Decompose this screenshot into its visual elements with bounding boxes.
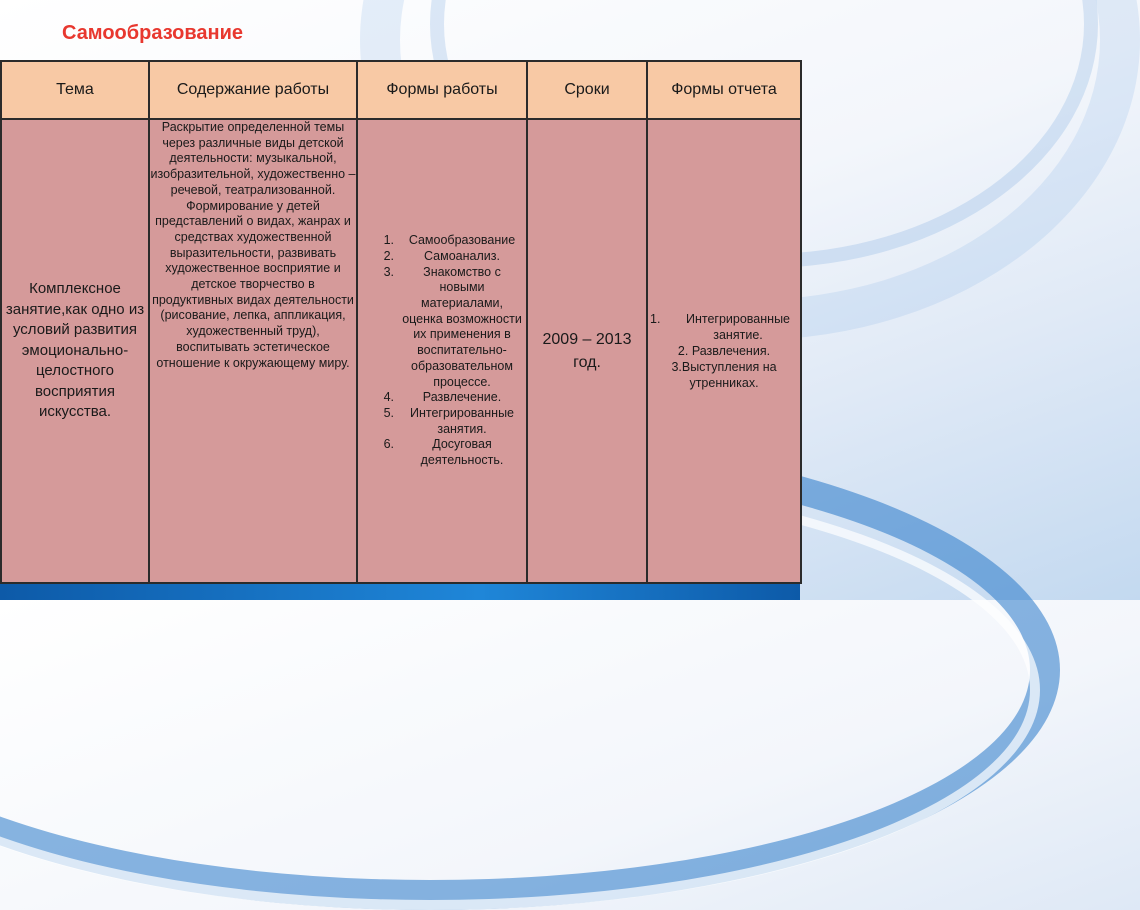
- list-item: 2. Самоанализ.: [383, 248, 500, 263]
- header-topic: Тема: [1, 61, 149, 119]
- header-content: Содержание работы: [149, 61, 357, 119]
- header-forms: Формы работы: [357, 61, 527, 119]
- self-education-table: [0, 60, 802, 584]
- slide-title: Самообразование: [62, 22, 244, 44]
- table-header-row: [1, 61, 801, 119]
- forms-cell: [357, 119, 527, 583]
- table-row: [1, 119, 801, 583]
- term-cell: 2009 – 2013 год.: [527, 119, 647, 583]
- forms-list: [358, 233, 526, 469]
- topic-cell: Комплексное занятие,как одно из условий развития эмоционально-целостного восприятия искусства.: [1, 119, 149, 583]
- list-item: 4. Развлечение.: [383, 390, 502, 405]
- header-report: Формы отчета: [647, 61, 801, 119]
- list-item: 1. Самообразование: [383, 233, 516, 248]
- list-item: 1. Интегрированные занятие.: [650, 312, 791, 342]
- list-item: 6. Досуговая деятельность.: [383, 437, 504, 468]
- header-term: Сроки: [527, 61, 647, 119]
- list-item: 5. Интегрированные занятия.: [383, 405, 515, 436]
- list-item: 3.Выступления на утренниках.: [671, 360, 777, 390]
- list-item: 3. Знакомство с новыми материалами, оценка возможности их применения в воспитательно-образовательном процессе.: [383, 264, 522, 389]
- list-item: 2. Развлечения.: [677, 344, 771, 358]
- report-cell: [647, 119, 801, 583]
- content-cell: Раскрытие определенной темы через различные виды детской деятельности: музыкальной, изобразительной, художественно – речевой, театрализованной. Формирование у детей представлений о видах, жанрах и средствах художественной выразительности, развивать художественное восприятие и детское творчество в продуктивных видах деятельности (рисование, лепка, аппликация, художественный труд), воспитывать эстетическое отношение к окружающему миру.: [149, 119, 357, 583]
